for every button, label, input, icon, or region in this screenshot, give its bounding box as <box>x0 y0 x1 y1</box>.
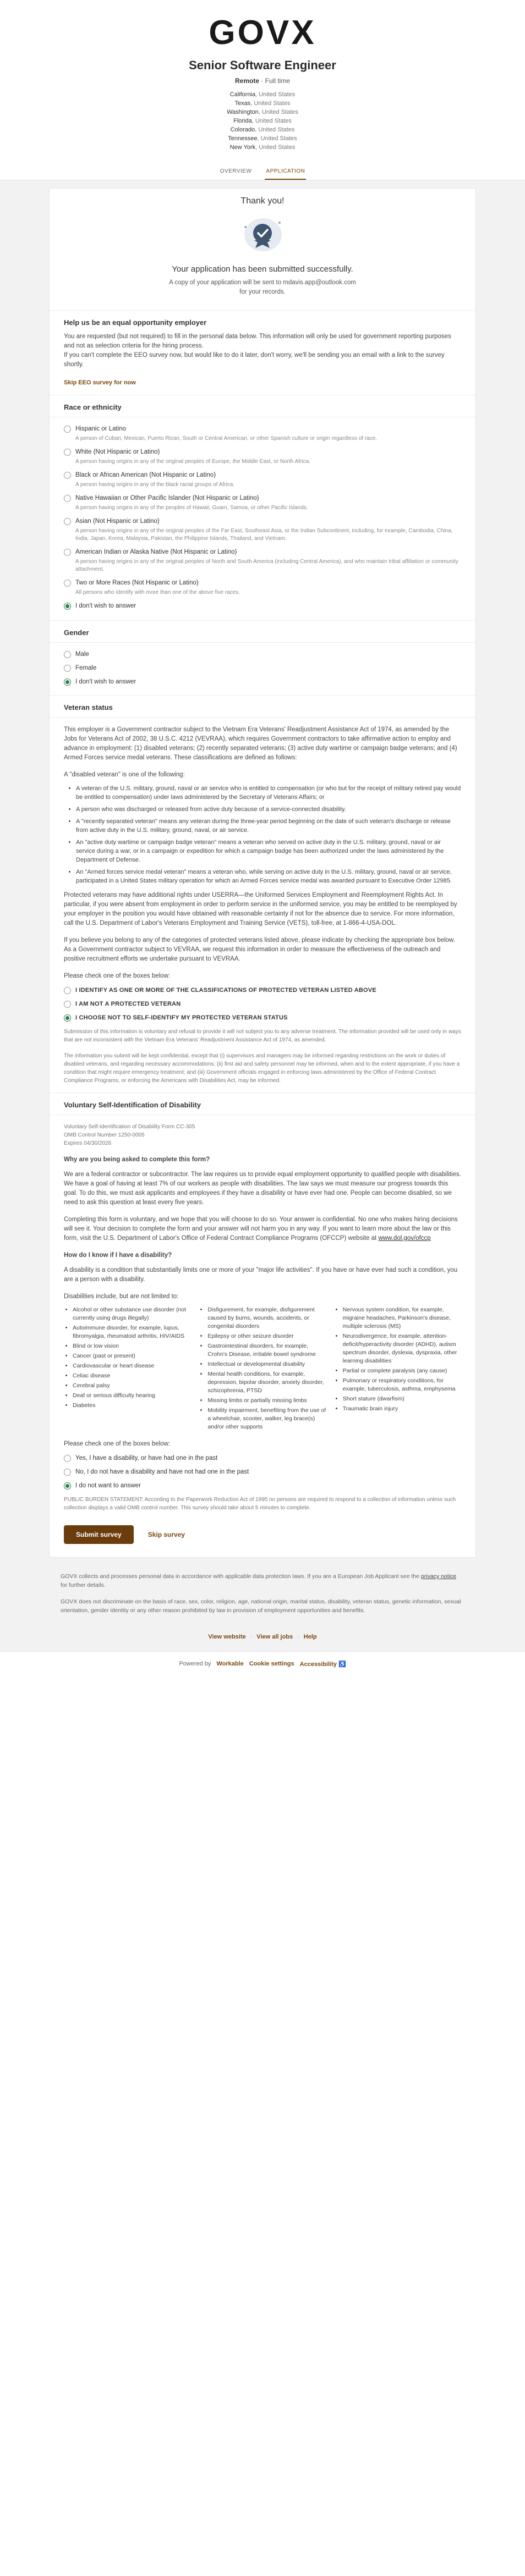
workable-link[interactable]: Workable <box>216 1661 244 1667</box>
location-country: United States <box>260 135 297 142</box>
disability-option-label: I do not want to answer <box>75 1482 141 1489</box>
footer-dot: · <box>297 1634 299 1640</box>
application-card <box>49 188 476 1558</box>
race-option-desc: A person having origins in any of the black racial groups of Africa. <box>75 482 235 488</box>
location-city: Florida <box>233 118 252 124</box>
race-option-label: Two or More Races (Not Hispanic or Latino) <box>75 580 199 586</box>
race-option-text <box>75 494 308 512</box>
disability-list-item: • Pulmonary or respiratory conditions, for example, tuberculosis, asthma, emphysema <box>343 1377 461 1393</box>
race-radio[interactable] <box>64 472 71 479</box>
veteran-option[interactable] <box>64 986 461 995</box>
disability-option-label: No, I do not have a disability and have not had one in the past <box>75 1469 249 1475</box>
location-item <box>0 125 525 134</box>
race-option[interactable] <box>64 602 461 610</box>
location-city: New York <box>229 144 256 151</box>
race-option-text <box>75 579 240 597</box>
success-message: Your application has been submitted successfully. <box>172 264 353 274</box>
disability-option[interactable] <box>64 1454 461 1463</box>
eeo-heading: Help us be an equal opportunity employer <box>64 318 207 327</box>
race-option-text <box>75 602 136 610</box>
location-sep: , <box>255 126 259 133</box>
disability-list-item: • Short stature (dwarfism) <box>343 1395 461 1403</box>
veteran-option[interactable] <box>64 1014 461 1022</box>
copy-notice <box>72 278 453 297</box>
location-sep: , <box>255 144 259 151</box>
race-option[interactable] <box>64 494 461 512</box>
ofccp-link[interactable]: www.dol.gov/ofccp <box>378 1235 431 1242</box>
gender-option-text <box>75 650 89 659</box>
location-item <box>0 90 525 99</box>
why-para: We are a federal contractor or subcontractor. The law requires us to provide equal employment opportunity to qualified people with disabilities. We have a goal of having at least 7% of our workers as people with disabilities. The law says we must measure our progress towards this goal. To do this, we must ask applicants and employees if they have a disability or have ever had one. People can become disabled, so we need to ask this question at least every five years. <box>64 1171 461 1206</box>
how-para: A disability is a condition that substantially limits one or more of your "major life activities". If you have or have ever had such a condition, you are a person with a disability. <box>64 1267 458 1283</box>
meta-separator: · <box>259 77 265 85</box>
location-city: Texas <box>234 100 251 107</box>
race-option-desc: All persons who identify with more than one of the above five races. <box>75 589 240 595</box>
race-radio[interactable] <box>64 518 71 525</box>
job-meta <box>0 77 525 85</box>
veteran-believe-para: If you believe you belong to any of the categories of protected veterans listed above, please indicate by checking the appropriate box below. As a Government contractor subject to VEVRAA, we request this information in order to measure the effectiveness of the outreach and positive recruitment efforts we undertake pursuant to VEVRAA. <box>64 937 455 962</box>
location-country: United States <box>259 91 296 98</box>
race-section <box>50 395 475 620</box>
location-item <box>0 117 525 125</box>
gender-option-label: Male <box>75 651 89 658</box>
disability-list-item: • Missing limbs or partially missing limbs <box>207 1397 326 1405</box>
include-intro: Disabilities include, but are not limited to: <box>64 1293 179 1300</box>
govx-logo <box>180 15 345 48</box>
veteran-section <box>50 695 475 1085</box>
cookie-settings-link[interactable]: Cookie settings <box>249 1661 294 1667</box>
disability-list-item: • Partial or complete paralysis (any cause) <box>343 1367 461 1375</box>
disability-list-item: • Cardiovascular or heart disease <box>73 1362 191 1370</box>
view-website-link[interactable]: View website <box>208 1634 246 1640</box>
burden-statement: PUBLIC BURDEN STATEMENT: According to the Paperwork Reduction Act of 1995 no persons are required to respond to a collection of information unless such collection displays a valid OMB control number. This survey should take about 5 minutes to complete. <box>64 1497 456 1511</box>
disability-list-col-2 <box>207 1306 326 1433</box>
disability-list-item: • Nervous system condition, for example, migraine headaches, Parkinson's disease, multiple sclerosis (MS) <box>343 1306 461 1331</box>
race-option[interactable] <box>64 548 461 573</box>
disability-option-text <box>75 1468 249 1476</box>
race-option-desc: A person of Cuban, Mexican, Puerto Rican, South or Central American, or other Spanish culture or origin regardless of race. <box>75 435 378 442</box>
race-radio[interactable] <box>64 495 71 502</box>
veteran-option-label: I AM NOT A PROTECTED VETERAN <box>75 1001 181 1007</box>
disability-list-item: • Deaf or serious difficulty hearing <box>73 1392 191 1400</box>
veteran-radio[interactable] <box>64 1001 71 1008</box>
location-country: United States <box>255 118 292 124</box>
race-option-desc: A person having origins in any of the original peoples of Europe, the Middle East, or North Africa. <box>75 459 310 465</box>
race-option-label: American Indian or Alaska Native (Not Hispanic or Latino) <box>75 549 237 555</box>
race-option[interactable] <box>64 579 461 597</box>
omb-number: OMB Control Number 1250-0005 <box>64 1132 145 1138</box>
privacy-pre: GOVX collects and processes personal data in accordance with applicable data protection laws. If you are a European Job Applicant see the <box>61 1573 421 1580</box>
race-option-text <box>75 517 461 543</box>
veteran-definition-item: • A veteran of the U.S. military, ground, naval or air service who is entitled to compensation (or who but for the receipt of military retired pay would be entitled to compensation) under laws administered by the Secretary of Veterans Affairs; or <box>76 784 461 802</box>
disability-list-item: • Blind or low vision <box>73 1342 191 1350</box>
gender-option-label: Female <box>75 665 97 671</box>
veteran-definition-item: • An "Armed forces service medal veteran" means a veteran who, while serving on active duty in the U.S. military, ground, naval or air service, participated in a United States military operation for which an Armed Forces service medal was awarded pursuant to Executive Order 12985. <box>76 868 461 885</box>
view-all-jobs-link[interactable]: View all jobs <box>256 1634 293 1640</box>
location-city: Washington <box>227 109 259 115</box>
race-radio[interactable] <box>64 549 71 556</box>
veteran-definition-item: • An "active duty wartime or campaign badge veteran" means a veteran who served on active duty in the U.S. military, ground, naval or air service during a war, or in a campaign or expedition for which a campaign badge has been authorized under the laws administered by the Department of Defense. <box>76 838 461 864</box>
form-name: Voluntary Self-Identification of Disability Form CC-305 <box>64 1124 195 1130</box>
location-sep: , <box>257 135 261 142</box>
race-option-label: Native Hawaiian or Other Pacific Islander (Not Hispanic or Latino) <box>75 495 259 501</box>
location-country: United States <box>258 126 295 133</box>
why-heading: Why are you being asked to complete this form? <box>64 1156 210 1163</box>
race-radio[interactable] <box>64 603 71 610</box>
disability-heading: Voluntary Self-Identification of Disability <box>50 1093 475 1115</box>
veteran-option-label: I IDENTIFY AS ONE OR MORE OF THE CLASSIFICATIONS OF PROTECTED VETERAN LISTED ABOVE <box>75 987 376 994</box>
non-discrimination-text: GOVX does not discriminate on the basis of race, sex, color, religion, age, national origin, marital status, disability, veteran status, genetic information, sexual orientation, gender identity or any other reason prohibited by law in provision of employment opportunities and benefits. <box>61 1598 461 1614</box>
veteran-option-text <box>75 1000 181 1008</box>
disability-list-item: • Mobility impairment, benefiting from the use of a wheelchair, scooter, walker, leg brace(s) and/or other supports <box>207 1406 326 1431</box>
location-city: Tennessee <box>228 135 258 142</box>
help-link[interactable]: Help <box>303 1634 317 1640</box>
disability-list-item: • Autoimmune disorder, for example, lupus, fibromyalgia, rheumatoid arthritis, HIV/AIDS <box>73 1324 191 1341</box>
job-tabs <box>0 164 525 180</box>
disability-options <box>64 1454 461 1490</box>
gender-option[interactable] <box>64 664 461 672</box>
voluntary-text: Completing this form is voluntary, and we hope that you will choose to do so. Your answer is confidential. No one who makes hiring decisions will see it. Your decision to complete the form and your answer will not harm you in any way. If you want to learn more about the law or this form, visit the U.S. Department of Labor's Office of Federal Contract Compliance Programs (OFCCP) website at <box>64 1216 458 1242</box>
location-item <box>0 99 525 108</box>
disability-radio[interactable] <box>64 1482 71 1490</box>
accessibility-label: Accessibility <box>299 1661 337 1668</box>
race-options <box>64 425 461 610</box>
race-option-desc: A person having origins in any of the peoples of Hawaii, Guam, Samoa, or other Pacific Islands. <box>75 505 308 511</box>
gender-radio[interactable] <box>64 651 71 658</box>
race-option-label: Asian (Not Hispanic or Latino) <box>75 518 160 525</box>
job-title: Senior Software Engineer <box>189 58 336 72</box>
veteran-rights-para: Protected veterans may have additional rights under USERRA—the Uniformed Services Employment and Reemployment Rights Act. In particular, if you were absent from employment in order to perform service in the uniformed service, you may be entitled to be reemployed by your employer in the position you would have obtained with reasonable certainty if not for the absence due to service. For more information, call the U.S. Department of Labor's Veterans Employment and Training Service (VETS), toll-free, at 1-866-4-USA-DOL. <box>64 892 457 926</box>
job-locations <box>0 90 525 152</box>
location-sep: , <box>258 109 262 115</box>
race-option-desc: A person having origins in any of the original peoples of North and South America (including Central America), and who maintain tribal affiliation or community attachment. <box>75 559 458 572</box>
race-heading: Race or ethnicity <box>50 395 475 417</box>
footer-dot: · <box>250 1634 253 1640</box>
gender-radio[interactable] <box>64 665 71 672</box>
disability-list-item: • Neurodivergence, for example, attention-deficit/hyperactivity disorder (ADHD), autism spectrum disorder, dyslexia, dyspraxia, other learning disabilities <box>343 1332 461 1365</box>
disability-list-item: • Epilepsy or other seizure disorder <box>207 1332 326 1341</box>
veteran-note-2: The information you submit will be kept confidential, except that (i) supervisors and managers may be informed regarding restrictions on the work or duties of disabled veterans, and regarding necessary accommodations; (ii) first aid and safety personnel may be informed, when and to the extent appropriate, if you have a condition that might require emergency treatment; and (iii) Government officials engaged in enforcing laws administered by the Office of Federal Contract Compliance Programs, or enforcing the Americans with Disabilities Act, may be informed. <box>64 1053 460 1084</box>
gender-option-text <box>75 678 136 686</box>
disability-list-item: • Diabetes <box>73 1402 191 1410</box>
skip-survey-link[interactable]: Skip survey <box>147 1531 185 1538</box>
disability-radio[interactable] <box>64 1455 71 1462</box>
location-city: California <box>229 91 256 98</box>
veteran-options <box>64 986 461 1022</box>
privacy-notice-link[interactable]: privacy notice <box>420 1573 457 1580</box>
disability-form-info <box>64 1123 461 1148</box>
gender-heading: Gender <box>50 621 475 643</box>
veteran-option-label: I CHOOSE NOT TO SELF-IDENTIFY MY PROTECTED VETERAN STATUS <box>75 1014 288 1021</box>
job-employment: Full time <box>265 77 291 85</box>
race-option-label: Black or African American (Not Hispanic or Latino) <box>75 472 216 478</box>
disability-option-label: Yes, I have a disability, or have had one in the past <box>75 1455 218 1461</box>
thank-you-panel <box>50 189 475 311</box>
location-country: United States <box>259 144 296 151</box>
privacy-post: for further details. <box>61 1582 106 1588</box>
veteran-definition-item: • A "recently separated veteran" means any veteran during the three-year period beginning on the date of such veteran's discharge or release from active duty in the U.S. military, ground, naval, or air service. <box>76 817 461 835</box>
accessibility-icon: ♿ <box>338 1661 346 1668</box>
gender-option-label: I don't wish to answer <box>75 679 136 685</box>
disability-list-item: • Gastrointestinal disorders, for example, Crohn's Disease, irritable bowel syndrome <box>207 1342 326 1359</box>
race-option[interactable] <box>64 425 461 443</box>
race-option-label: White (Not Hispanic or Latino) <box>75 449 160 455</box>
accessibility-link[interactable] <box>300 1661 346 1668</box>
veteran-intro: This employer is a Government contractor subject to the Vietnam Era Veterans' Readjustment Assistance Act of 1974, as amended by the Jobs for Veterans Act of 2002, 38 U.S.C. 4212 (VEVRAA), which requires Government contractors to take affirmative action to employ and advance in employment: (1) disabled veterans; (2) recently separated veterans; (3) active duty wartime or campaign badge veterans; and (4) Armed Forces service medal veterans. These classifications are defined as follows: <box>64 726 457 761</box>
race-option-text <box>75 448 310 466</box>
powered-by-text: Powered by <box>179 1661 211 1667</box>
gender-options <box>64 650 461 686</box>
eeo-para-1: You are requested (but not required) to fill in the personal data below. This information will only be used for government reporting purposes and not as selection criteria for the hiring process. <box>64 333 451 349</box>
svg-text:GOVX: GOVX <box>209 15 316 48</box>
eeo-intro <box>50 311 475 387</box>
survey-actions <box>64 1520 461 1557</box>
thank-you-title: Thank you! <box>240 196 285 206</box>
gender-section <box>50 620 475 695</box>
race-option-desc: A person having origins in any of the original peoples of the Far East, Southeast Asia, or the Indian Subcontinent, including, for example, Cambodia, China, India, Japan, Korea, Malaysia, Pakistan, the Philippine Islands, Thailand, and Vietnam. <box>75 528 453 542</box>
disability-option-text <box>75 1454 217 1463</box>
disability-list <box>64 1306 461 1433</box>
form-expiry: Expires 04/30/2026 <box>64 1140 112 1146</box>
veteran-option-text <box>75 1014 288 1022</box>
how-heading: How do I know if I have a disability? <box>64 1252 172 1259</box>
footer-links <box>0 1628 525 1652</box>
disability-list-item: • Mental health conditions, for example, depression, bipolar disorder, anxiety disorder, schizophrenia, PTSD <box>207 1370 326 1395</box>
veteran-radio[interactable] <box>64 987 71 994</box>
location-country: United States <box>254 100 291 107</box>
race-option-label: I don't wish to answer <box>75 603 136 609</box>
race-option[interactable] <box>64 517 461 543</box>
copy-notice-line-2: for your records. <box>239 289 286 295</box>
race-option-label: Hispanic or Latino <box>75 426 127 432</box>
veteran-option[interactable] <box>64 1000 461 1008</box>
disability-list-item: • Disfigurement, for example, disfigurement caused by burns, wounds, accidents, or congenital disorders <box>207 1306 326 1331</box>
location-item <box>0 134 525 143</box>
veteran-note-1: Submission of this information is voluntary and refusal to provide it will not subject you to any adverse treatment. The information provided will be used only in ways that are not inconsistent with the Vietnam Era Veterans' Readjustment Assistance Act of 1974, as amended. <box>64 1029 461 1043</box>
skip-eeo-link[interactable]: Skip EEO survey for now <box>64 379 136 386</box>
disability-option[interactable] <box>64 1482 461 1490</box>
location-item <box>0 108 525 117</box>
race-option-text <box>75 425 377 443</box>
disability-list-item: • Cancer (past or present) <box>73 1352 191 1360</box>
voluntary-para <box>64 1215 461 1243</box>
veteran-definitions <box>76 784 461 885</box>
submit-survey-button[interactable]: Submit survey <box>64 1525 134 1544</box>
job-workplace: Remote <box>234 77 259 85</box>
veteran-radio[interactable] <box>64 1014 71 1022</box>
location-country: United States <box>261 109 298 115</box>
gender-radio[interactable] <box>64 679 71 686</box>
checkmark-badge-icon <box>238 215 287 253</box>
footer-notes <box>0 1558 525 1628</box>
disability-section <box>50 1093 475 1557</box>
tab-overview[interactable]: OVERVIEW <box>220 168 252 174</box>
veteran-heading: Veteran status <box>50 696 475 718</box>
veteran-check-one: Please check one of the boxes below: <box>64 973 171 979</box>
race-radio[interactable] <box>64 426 71 433</box>
location-sep: , <box>251 118 255 124</box>
race-option-text <box>75 471 234 489</box>
disability-list-item: • Celiac disease <box>73 1372 191 1380</box>
veteran-definition-item: • A person who was discharged or released from active duty because of a service-connected disability. <box>76 805 461 814</box>
disabled-veteran-intro: A "disabled veteran" is one of the following: <box>64 771 185 778</box>
race-option[interactable] <box>64 448 461 466</box>
disability-list-item: • Alcohol or other substance use disorder (not currently using drugs illegally) <box>73 1306 191 1322</box>
disability-radio[interactable] <box>64 1469 71 1476</box>
disability-list-col-3 <box>343 1306 461 1433</box>
location-sep: , <box>250 100 254 107</box>
disability-option-text <box>75 1482 141 1490</box>
disability-check-one: Please check one of the boxes below: <box>64 1441 171 1447</box>
gender-option[interactable] <box>64 678 461 686</box>
job-header <box>0 0 525 180</box>
disability-list-col-1 <box>73 1306 191 1433</box>
gender-option-text <box>75 664 96 672</box>
location-sep: , <box>255 91 259 98</box>
race-radio[interactable] <box>64 449 71 456</box>
race-option[interactable] <box>64 471 461 489</box>
powered-by-bar <box>0 1652 525 1683</box>
race-radio[interactable] <box>64 580 71 587</box>
veteran-option-text <box>75 986 376 995</box>
disability-option[interactable] <box>64 1468 461 1476</box>
gender-option[interactable] <box>64 650 461 659</box>
eeo-para-2: If you can't complete the EEO survey now, but would like to do it later, don't worry, we'll be sending you an email with a link to the survey shortly. <box>64 352 445 368</box>
location-item <box>0 143 525 152</box>
page-body <box>0 180 525 1652</box>
tab-application[interactable]: APPLICATION <box>265 164 306 180</box>
disability-list-item: • Intellectual or developmental disability <box>207 1360 326 1369</box>
disability-list-item: • Traumatic brain injury <box>343 1405 461 1413</box>
copy-notice-line-1: A copy of your application will be sent to mdavis.app@outlook.com <box>169 279 356 286</box>
race-option-text <box>75 548 461 573</box>
disability-list-item: • Cerebral palsy <box>73 1382 191 1390</box>
location-city: Colorado <box>230 126 255 133</box>
privacy-notice-text <box>61 1572 464 1590</box>
